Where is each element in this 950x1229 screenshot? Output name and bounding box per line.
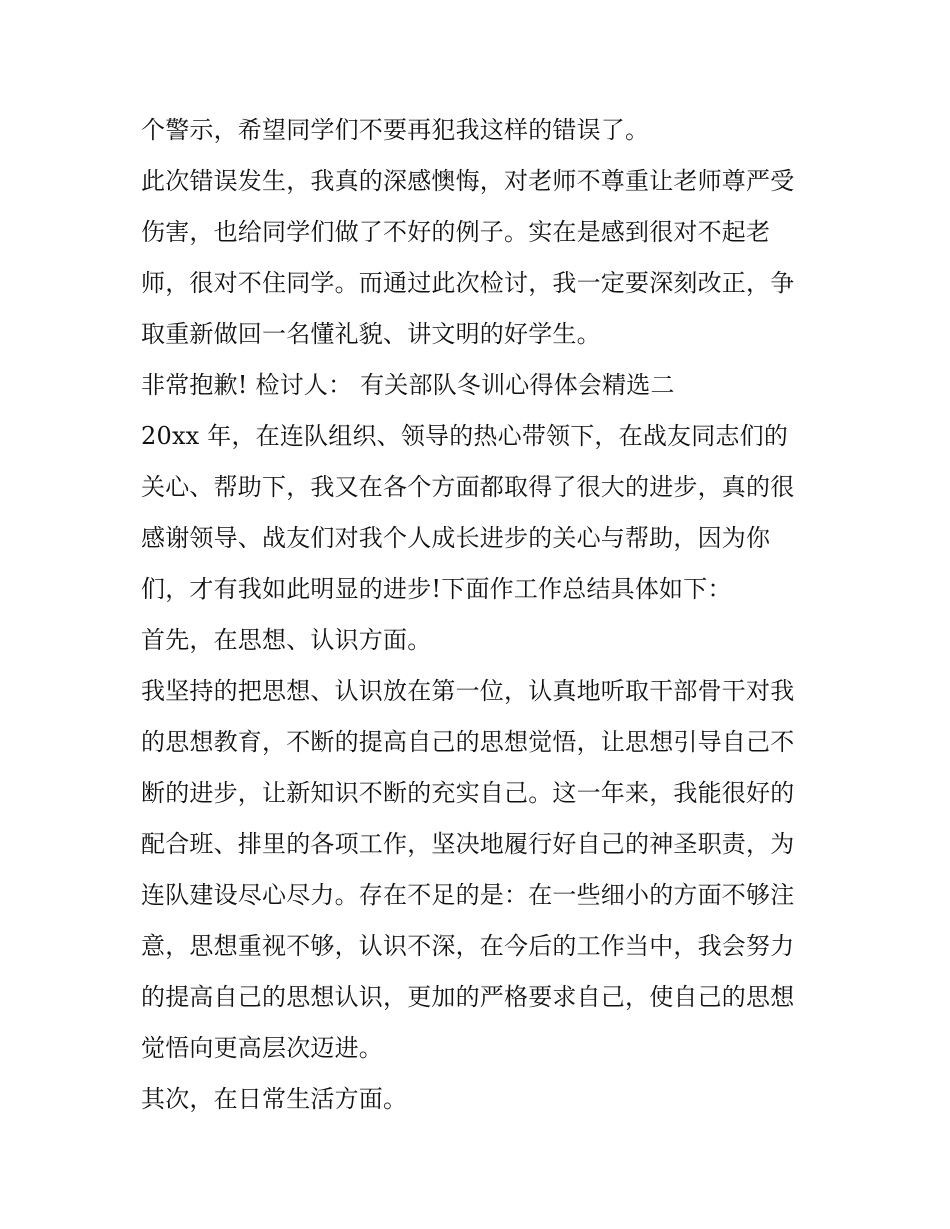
text-line: 的思想教育，不断的提高自己的思想觉悟，让思想引导自己不	[141, 728, 795, 756]
text-line: 们，才有我如此明显的进步!下面作工作总结具体如下：	[141, 575, 732, 603]
document-body	[141, 108, 821, 1128]
text-line: 觉悟向更高层次迈进。	[141, 1034, 383, 1062]
text-line: 意，思想重视不够，认识不深，在今后的工作当中，我会努力	[141, 932, 795, 960]
text-line: 个警示，希望同学们不要再犯我这样的错误了。	[141, 116, 650, 144]
text-line: 连队建设尽心尽力。存在不足的是：在一些细小的方面不够注	[141, 881, 795, 909]
text-line: 的提高自己的思想认识，更加的严格要求自己，使自己的思想	[141, 983, 795, 1011]
text-line: 感谢领导、战友们对我个人成长进步的关心与帮助，因为你	[141, 524, 771, 552]
text-line: 此次错误发生，我真的深感懊悔，对老师不尊重让老师尊严受	[141, 167, 795, 195]
text-line: 我坚持的把思想、认识放在第一位，认真地听取干部骨干对我	[141, 677, 795, 705]
text-line: 配合班、排里的各项工作，坚决地履行好自己的神圣职责，为	[141, 830, 795, 858]
subheading-line: 首先，在思想、认识方面。	[141, 626, 432, 654]
text-line: 伤害，也给同学们做了不好的例子。实在是感到很对不起老	[141, 218, 771, 246]
text-line: 关心、帮助下，我又在各个方面都取得了很大的进步，真的很	[141, 473, 795, 501]
text-line: 20xx 年，在连队组织、领导的热心带领下，在战友同志们的	[141, 422, 789, 450]
text-line: 师，很对不住同学。而通过此次检讨，我一定要深刻改正，争	[141, 269, 795, 297]
section-heading-line: 非常抱歉! 检讨人： 有关部队冬训心得体会精选二	[141, 371, 675, 399]
subheading-line: 其次，在日常生活方面。	[141, 1085, 408, 1113]
text-line: 断的进步，让新知识不断的充实自己。这一年来，我能很好的	[141, 779, 795, 807]
text-line: 取重新做回一名懂礼貌、讲文明的好学生。	[141, 320, 601, 348]
